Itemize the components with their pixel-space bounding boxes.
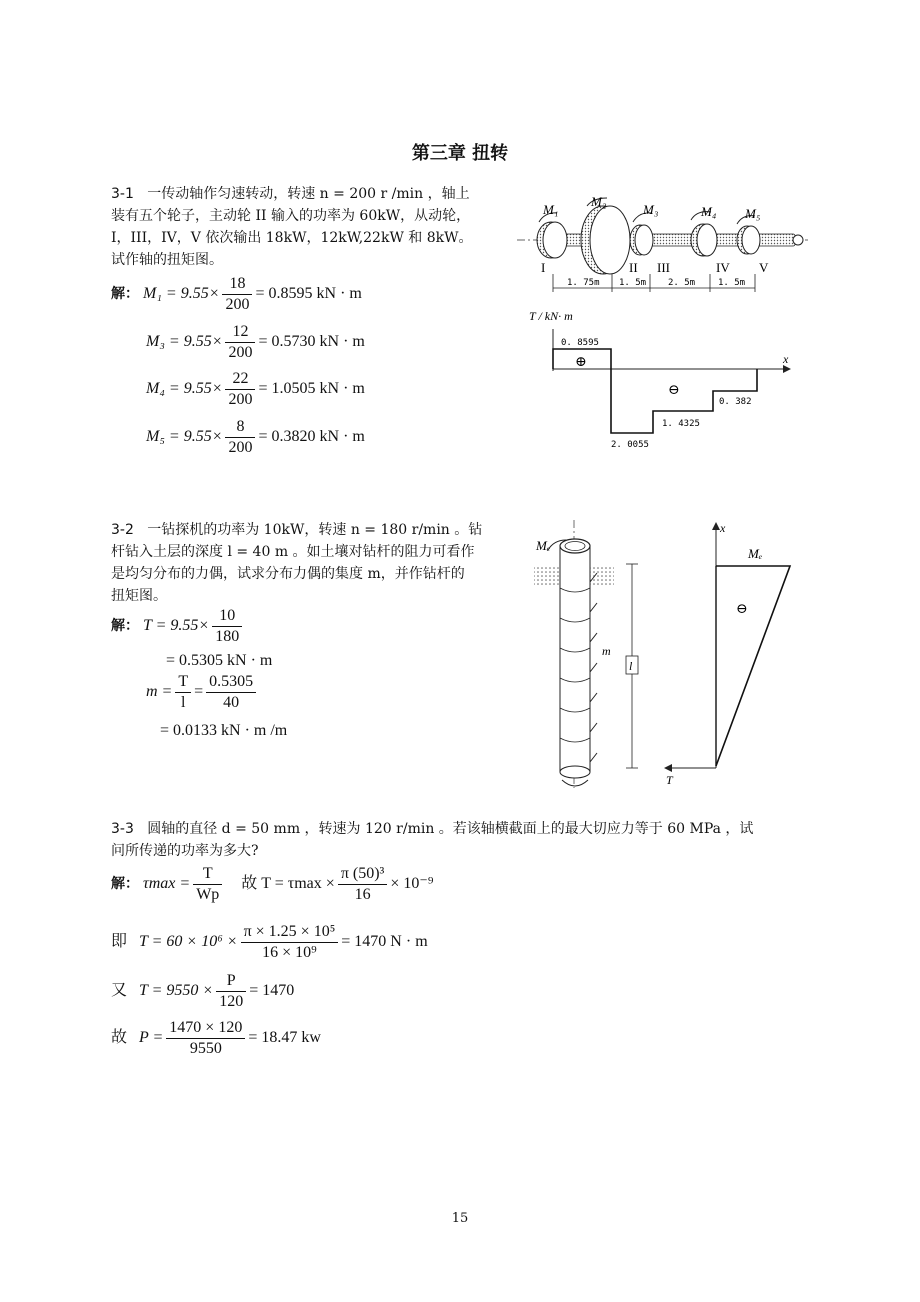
solution-3-1-eq4 — [146, 417, 365, 458]
solution-3-2-eq3: m = $\frac{T}{l}$ = $\frac{0.5305}{40}$ — [146, 672, 259, 713]
wheel-label: II — [629, 260, 638, 275]
t-label: T — [666, 773, 673, 787]
problem-line: 装有五个轮子，主动轮 II 输入的功率为 60kW，从动轮， — [111, 208, 471, 224]
t-axis-arrow — [664, 764, 672, 772]
eq-num: π × 1.25 × 10⁵ — [241, 922, 339, 943]
problem-3-2-text — [111, 519, 521, 607]
eq-den: 40 — [223, 694, 240, 711]
problem-line: 扭矩图。 — [111, 588, 167, 604]
eq-prefix: 故 — [111, 1029, 128, 1047]
eq-den: 200 — [228, 344, 253, 361]
problem-line: 一传动轴作匀速转动，转速 n = 200 r /min ，轴上 — [147, 186, 470, 202]
solution-3-1-eq3 — [146, 369, 365, 410]
problem-number: 3-1 — [111, 186, 134, 202]
torque-line — [716, 566, 790, 766]
eq-den: 200 — [228, 391, 253, 408]
eq-num: T — [175, 672, 191, 693]
eq-den: 200 — [228, 439, 253, 456]
problem-3-1-text — [111, 183, 521, 271]
eq-rhs: = 0.8595 kN · m — [255, 285, 362, 303]
eq-num: 0.5305 — [206, 672, 256, 693]
solution-3-2-eq2: = 0.5305 kN · m — [166, 652, 273, 669]
moment-label: M₄ — [701, 204, 717, 219]
moment-label: M₅ — [745, 206, 761, 221]
eq-den: 180 — [215, 628, 240, 645]
x-axis-arrow — [783, 365, 791, 373]
l-label: l — [629, 659, 633, 673]
eq-rhs: = 1470 — [249, 982, 295, 1000]
eq-lhs: P = — [139, 1029, 164, 1047]
problem-line: 杆钻入土层的深度 l = 40 m 。如土壤对钻杆的阻力可看作 — [111, 544, 475, 560]
moment-label: M₂ — [591, 194, 607, 209]
eq-num: 22 — [225, 369, 255, 390]
rod-bottom — [560, 766, 590, 778]
eq-rhs: = 18.47 kw — [248, 1029, 321, 1047]
axis-y-label: T / kN· m — [529, 309, 573, 323]
eq-prefix: 即 — [111, 933, 128, 951]
chapter-title: 第三章 扭转 — [411, 143, 509, 164]
solution-label: 解： — [111, 286, 139, 303]
problem-line: 问所传递的功率为多大? — [111, 843, 259, 859]
eq-mid: 故 T = τmax × — [241, 875, 335, 893]
span-label: 1. 75m — [567, 278, 600, 288]
negative-sign: ⊖ — [736, 602, 748, 617]
eq-lhs: T = 9550 × — [139, 982, 214, 1000]
value-label: 0. 8595 — [561, 338, 599, 348]
eq-lhs: T = 9.55× — [143, 617, 210, 635]
eq-lhs: M₄ = 9.55× — [146, 380, 223, 398]
value-label: 1. 4325 — [662, 419, 700, 429]
shaft-figure — [515, 188, 815, 298]
eq-num: T — [193, 864, 222, 885]
wheel-1 — [537, 222, 567, 258]
moment-label: M₁ — [543, 202, 559, 217]
torque-diagram-3-1 — [525, 305, 800, 455]
solution-3-3-eq1 — [111, 864, 433, 905]
value-label: 2. 0055 — [611, 440, 649, 450]
eq-num: 18 — [222, 274, 252, 295]
problem-number: 3-2 — [111, 522, 134, 538]
wheel-4 — [691, 224, 717, 256]
negative-sign: ⊖ — [668, 383, 680, 398]
eq-den: 16 — [354, 886, 371, 903]
problem-line: 圆轴的直径 d = 50 mm ，转速为 120 r/min 。若该轴横截面上的最大切应力等于 60 MPa ，试 — [147, 821, 754, 837]
eq-lhs: m = — [146, 683, 173, 701]
eq-lhs: T = 60 × 10⁶ × — [139, 933, 238, 951]
shaft-end — [793, 235, 803, 245]
wheel-2 — [581, 206, 630, 274]
solution-3-1-eq2 — [146, 322, 365, 363]
eq-den: Wp — [196, 886, 220, 903]
eq-den: 120 — [219, 993, 244, 1010]
eq-num: P — [216, 971, 246, 992]
m-label: m — [602, 644, 611, 658]
eq-prefix: 又 — [111, 982, 128, 1000]
span-label: 2. 5m — [668, 278, 696, 288]
value-label: 0. 382 — [719, 397, 752, 407]
eq-num: 10 — [212, 606, 242, 627]
eq-num: π (50)³ — [338, 864, 388, 885]
problem-number: 3-3 — [111, 821, 134, 837]
x-axis-arrow — [712, 522, 720, 530]
problem-line: 试作轴的扭矩图。 — [111, 252, 223, 268]
solution-label: 解： — [111, 618, 139, 635]
eq-rhs: = 1470 N · m — [341, 933, 428, 951]
eq-lhs: M₅ = 9.55× — [146, 428, 223, 446]
problem-line: I，III，IV，V 依次输出 18kW，12kW,22kW 和 8kW。 — [111, 230, 473, 246]
positive-sign: ⊕ — [575, 355, 587, 370]
solution-3-3-eq3 — [111, 971, 294, 1012]
wheel-label: IV — [716, 260, 730, 275]
solution-3-3-eq4 — [111, 1018, 321, 1059]
eq-num: 1470 × 120 — [166, 1018, 245, 1039]
problem-3-3-text — [111, 818, 831, 862]
drill-rod-figure — [520, 518, 820, 793]
reaction-arrow — [562, 780, 588, 786]
eq-num: 12 — [225, 322, 255, 343]
problem-line: 一钻探机的功率为 10kW，转速 n = 180 r/min 。钻 — [147, 522, 483, 538]
eq-rhs: = 1.0505 kN · m — [258, 380, 365, 398]
eq-lhs: τmax = — [143, 875, 191, 893]
solution-3-2-eq1 — [111, 606, 245, 647]
span-label: 1. 5m — [619, 278, 647, 288]
solution-3-3-eq2 — [111, 922, 428, 963]
eq-rhs: = 0.3820 kN · m — [258, 428, 365, 446]
eq-num: 8 — [225, 417, 255, 438]
eq-den: 9550 — [189, 1040, 222, 1057]
eq-den: 16 × 10⁹ — [262, 944, 317, 961]
eq-lhs: M₃ = 9.55× — [146, 333, 223, 351]
wheel-label: III — [657, 260, 670, 275]
solution-label: 解： — [111, 876, 139, 893]
drill-rod — [560, 546, 590, 772]
solution-3-2-eq4: = 0.0133 kN · m /m — [160, 722, 288, 739]
wheel-label: V — [759, 260, 769, 275]
wheel-5 — [737, 226, 760, 254]
eq-rhs: = 0.5730 kN · m — [258, 333, 365, 351]
moment-label: M₃ — [643, 202, 659, 217]
solution-3-1-eq1 — [111, 274, 362, 315]
page-number: 15 — [451, 1211, 469, 1226]
me-label: Mₑ — [748, 546, 763, 561]
eq-den: 200 — [225, 296, 250, 313]
me-label: Mₑ — [536, 538, 551, 553]
span-label: 1. 5m — [718, 278, 746, 288]
eq-den: l — [181, 694, 186, 711]
distributed-couple-arrows — [590, 573, 597, 762]
eq-tail: × 10⁻⁹ — [390, 875, 434, 893]
wheel-3 — [630, 225, 653, 255]
x-label: x — [720, 521, 726, 535]
wheel-label: I — [541, 260, 546, 275]
axis-x-label: x — [783, 352, 789, 366]
problem-line: 是均匀分布的力偶，试求分布力偶的集度 m，并作钻杆的 — [111, 566, 465, 582]
eq-lhs: M₁ = 9.55× — [143, 285, 220, 303]
